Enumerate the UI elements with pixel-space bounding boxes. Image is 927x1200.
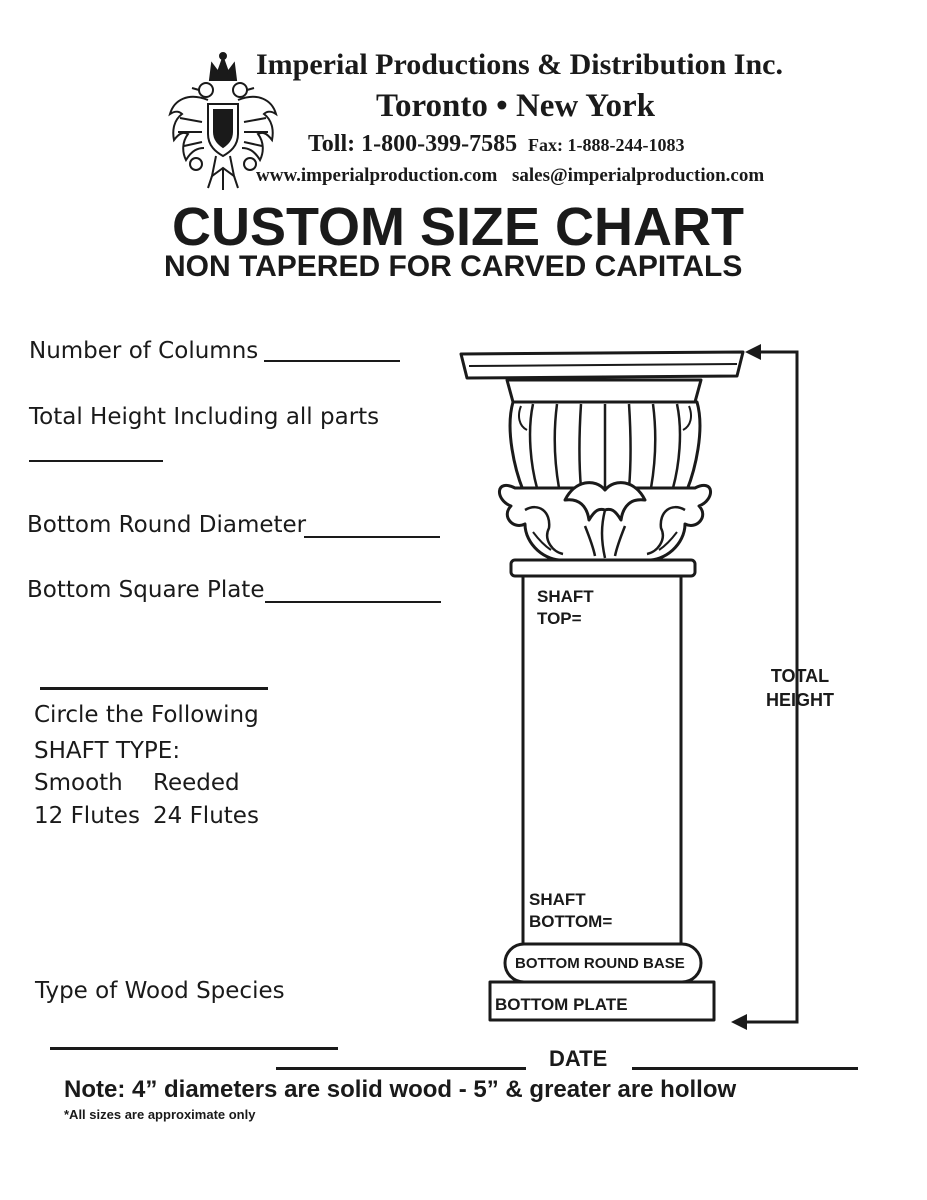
total-height-label: TOTAL HEIGHT bbox=[765, 666, 834, 710]
column-diagram bbox=[455, 340, 805, 1030]
option-reeded[interactable]: Reeded bbox=[153, 770, 240, 796]
wood-species-label: Type of Wood Species bbox=[35, 978, 285, 1004]
page-title: CUSTOM SIZE CHART bbox=[172, 197, 745, 257]
date-input-line[interactable] bbox=[632, 1067, 858, 1070]
shaft-bottom-label: SHAFT BOTTOM= bbox=[529, 890, 613, 931]
company-name: Imperial Productions & Distribution Inc. bbox=[256, 48, 783, 81]
top-arrow-icon bbox=[745, 344, 761, 360]
signature-line[interactable] bbox=[276, 1067, 526, 1070]
solid-hollow-note: Note: 4” diameters are solid wood - 5” & greater are hollow bbox=[64, 1076, 737, 1103]
fax-number: Fax: 1-888-244-1083 bbox=[528, 135, 685, 155]
circle-following-label: Circle the Following bbox=[34, 702, 259, 728]
columns-label: Number of Columns bbox=[29, 338, 259, 364]
columns-input-line[interactable] bbox=[264, 360, 400, 362]
bottom-round-base-label: BOTTOM ROUND BASE bbox=[515, 955, 685, 972]
option-smooth[interactable]: Smooth bbox=[34, 770, 123, 796]
capital-acanthus-leaves bbox=[499, 483, 710, 561]
capital-astragal bbox=[511, 560, 695, 576]
page-subtitle: NON TAPERED FOR CARVED CAPITALS bbox=[164, 250, 743, 283]
diameter-label: Bottom Round Diameter bbox=[27, 512, 307, 538]
bottom-plate-label: BOTTOM PLATE bbox=[495, 995, 628, 1014]
city-line bbox=[376, 88, 655, 125]
option-12-flutes[interactable]: 12 Flutes bbox=[34, 803, 140, 829]
plate-label: Bottom Square Plate bbox=[27, 577, 265, 603]
toll-number: Toll: 1-800-399-7585 bbox=[308, 131, 518, 157]
option-24-flutes[interactable]: 24 Flutes bbox=[153, 803, 259, 829]
website-link[interactable]: www.imperialproduction.com bbox=[256, 165, 498, 186]
bottom-arrow-icon bbox=[731, 1014, 747, 1030]
height-label: Total Height Including all parts bbox=[29, 404, 380, 430]
city-new-york: New York bbox=[515, 88, 655, 124]
city-toronto: Toronto bbox=[376, 88, 488, 124]
height-input-line[interactable] bbox=[29, 460, 163, 462]
capital-upper-leaves bbox=[510, 402, 700, 490]
city-separator: • bbox=[496, 88, 508, 124]
capital-echinus bbox=[507, 380, 701, 402]
wood-species-input-line[interactable] bbox=[50, 1047, 338, 1050]
section-divider bbox=[40, 687, 268, 690]
diameter-input-line[interactable] bbox=[304, 536, 440, 538]
plate-input-line[interactable] bbox=[265, 601, 441, 603]
shaft-type-label: SHAFT TYPE: bbox=[34, 738, 181, 764]
email-link[interactable]: sales@imperialproduction.com bbox=[512, 165, 765, 186]
date-label: DATE bbox=[549, 1046, 608, 1071]
approximate-disclaimer: *All sizes are approximate only bbox=[64, 1107, 256, 1122]
shaft-top-label: SHAFT TOP= bbox=[537, 587, 594, 628]
